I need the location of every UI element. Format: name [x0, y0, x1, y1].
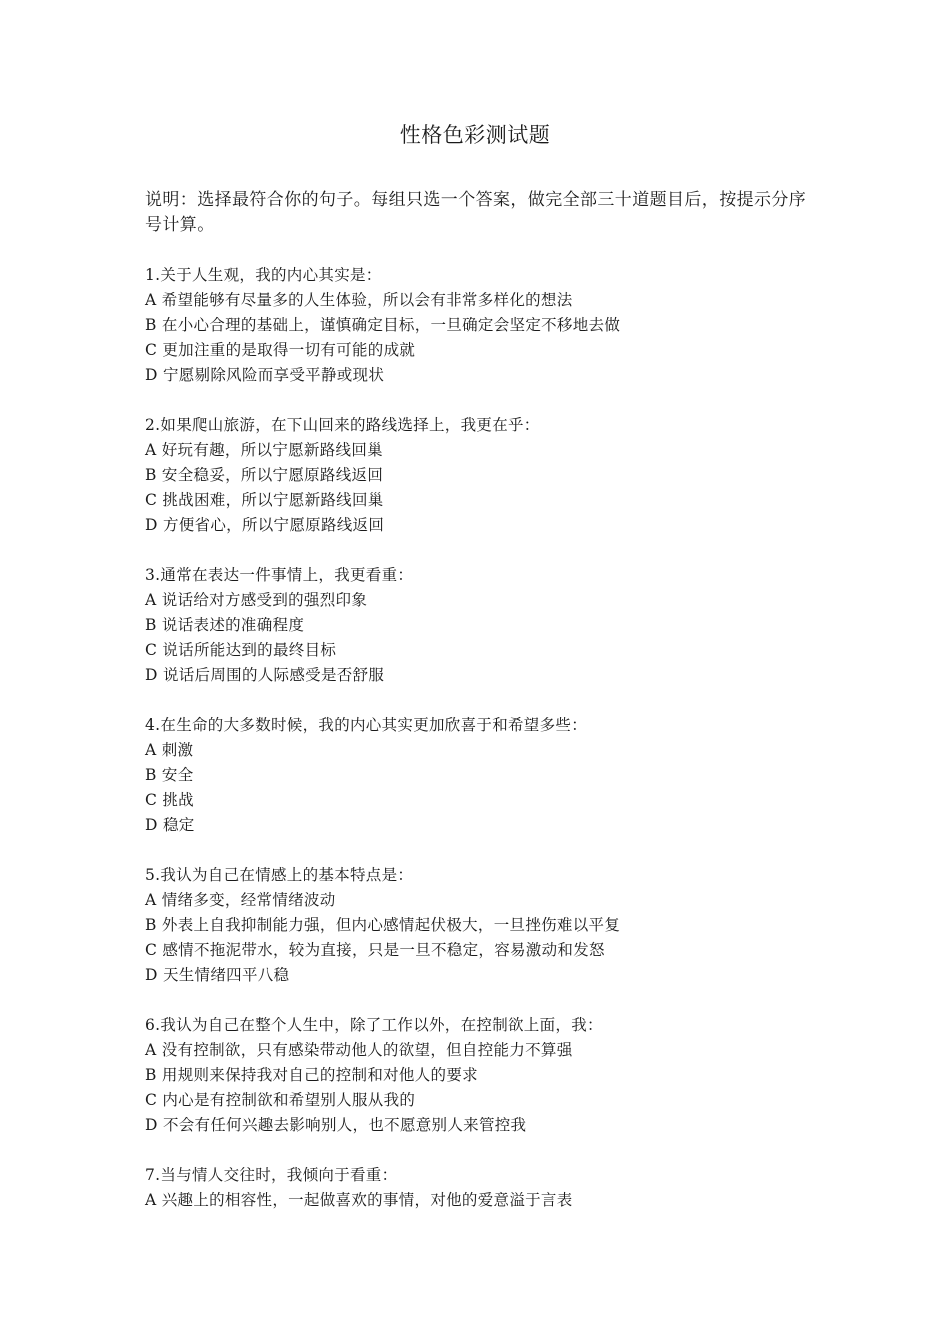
option-a: A 刺激 — [145, 741, 194, 759]
question-2 — [145, 413, 825, 538]
option-a: A 好玩有趣，所以宁愿新路线回巢 — [145, 441, 383, 459]
document-title: 性格色彩测试题 — [399, 123, 551, 147]
option-b: B 安全稳妥，所以宁愿原路线返回 — [145, 466, 384, 484]
option-a: A 说话给对方感受到的强烈印象 — [145, 591, 368, 609]
question-text: 7.当与情人交往时，我倾向于看重： — [145, 1166, 398, 1184]
option-a: A 兴趣上的相容性，一起做喜欢的事情，对他的爱意溢于言表 — [145, 1191, 573, 1209]
option-c: C 更加注重的是取得一切有可能的成就 — [145, 341, 416, 359]
option-a: A 没有控制欲，只有感染带动他人的欲望，但自控能力不算强 — [145, 1041, 573, 1059]
instructions-paragraph: 说明：选择最符合你的句子。每组只选一个答案，做完全部三十道题目后，按提示分序号计算。 — [145, 190, 807, 235]
option-c: C 内心是有控制欲和希望别人服从我的 — [145, 1091, 416, 1109]
question-text: 5.我认为自己在情感上的基本特点是： — [145, 866, 414, 884]
question-3 — [145, 563, 825, 688]
question-6 — [145, 1013, 825, 1138]
option-d: D 不会有任何兴趣去影响别人，也不愿意别人来管控我 — [145, 1116, 527, 1134]
question-list — [145, 263, 825, 1238]
option-b: B 用规则来保持我对自己的控制和对他人的要求 — [145, 1066, 478, 1084]
option-d: D 稳定 — [145, 816, 195, 834]
option-a: A 情绪多变，经常情绪波动 — [145, 891, 336, 909]
question-text: 1.关于人生观，我的内心其实是： — [145, 266, 382, 284]
option-b: B 外表上自我抑制能力强，但内心感情起伏极大，一旦挫伤难以平复 — [145, 916, 621, 934]
option-a: A 希望能够有尽量多的人生体验，所以会有非常多样化的想法 — [145, 291, 573, 309]
option-c: C 感情不拖泥带水，较为直接，只是一旦不稳定，容易激动和发怒 — [145, 941, 605, 959]
option-b: B 说话表述的准确程度 — [145, 616, 305, 634]
question-text: 2.如果爬山旅游，在下山回来的路线选择上，我更在乎： — [145, 416, 540, 434]
option-d: D 宁愿剔除风险而享受平静或现状 — [145, 366, 385, 384]
question-7 — [145, 1163, 825, 1213]
option-c: C 挑战困难，所以宁愿新路线回巢 — [145, 491, 384, 509]
question-text: 4.在生命的大多数时候，我的内心其实更加欣喜于和希望多些： — [145, 716, 587, 734]
option-d: D 方便省心，所以宁愿原路线返回 — [145, 516, 385, 534]
option-d: D 说话后周围的人际感受是否舒服 — [145, 666, 385, 684]
option-b: B 在小心合理的基础上，谨慎确定目标，一旦确定会坚定不移地去做 — [145, 316, 621, 334]
question-4 — [145, 713, 825, 838]
question-1 — [145, 263, 825, 388]
option-c: C 说话所能达到的最终目标 — [145, 641, 337, 659]
question-text: 3.通常在表达一件事情上，我更看重： — [145, 566, 414, 584]
option-c: C 挑战 — [145, 791, 194, 809]
option-b: B 安全 — [145, 766, 194, 784]
option-d: D 天生情绪四平八稳 — [145, 966, 290, 984]
question-5 — [145, 863, 825, 988]
question-text: 6.我认为自己在整个人生中，除了工作以外，在控制欲上面，我： — [145, 1016, 603, 1034]
